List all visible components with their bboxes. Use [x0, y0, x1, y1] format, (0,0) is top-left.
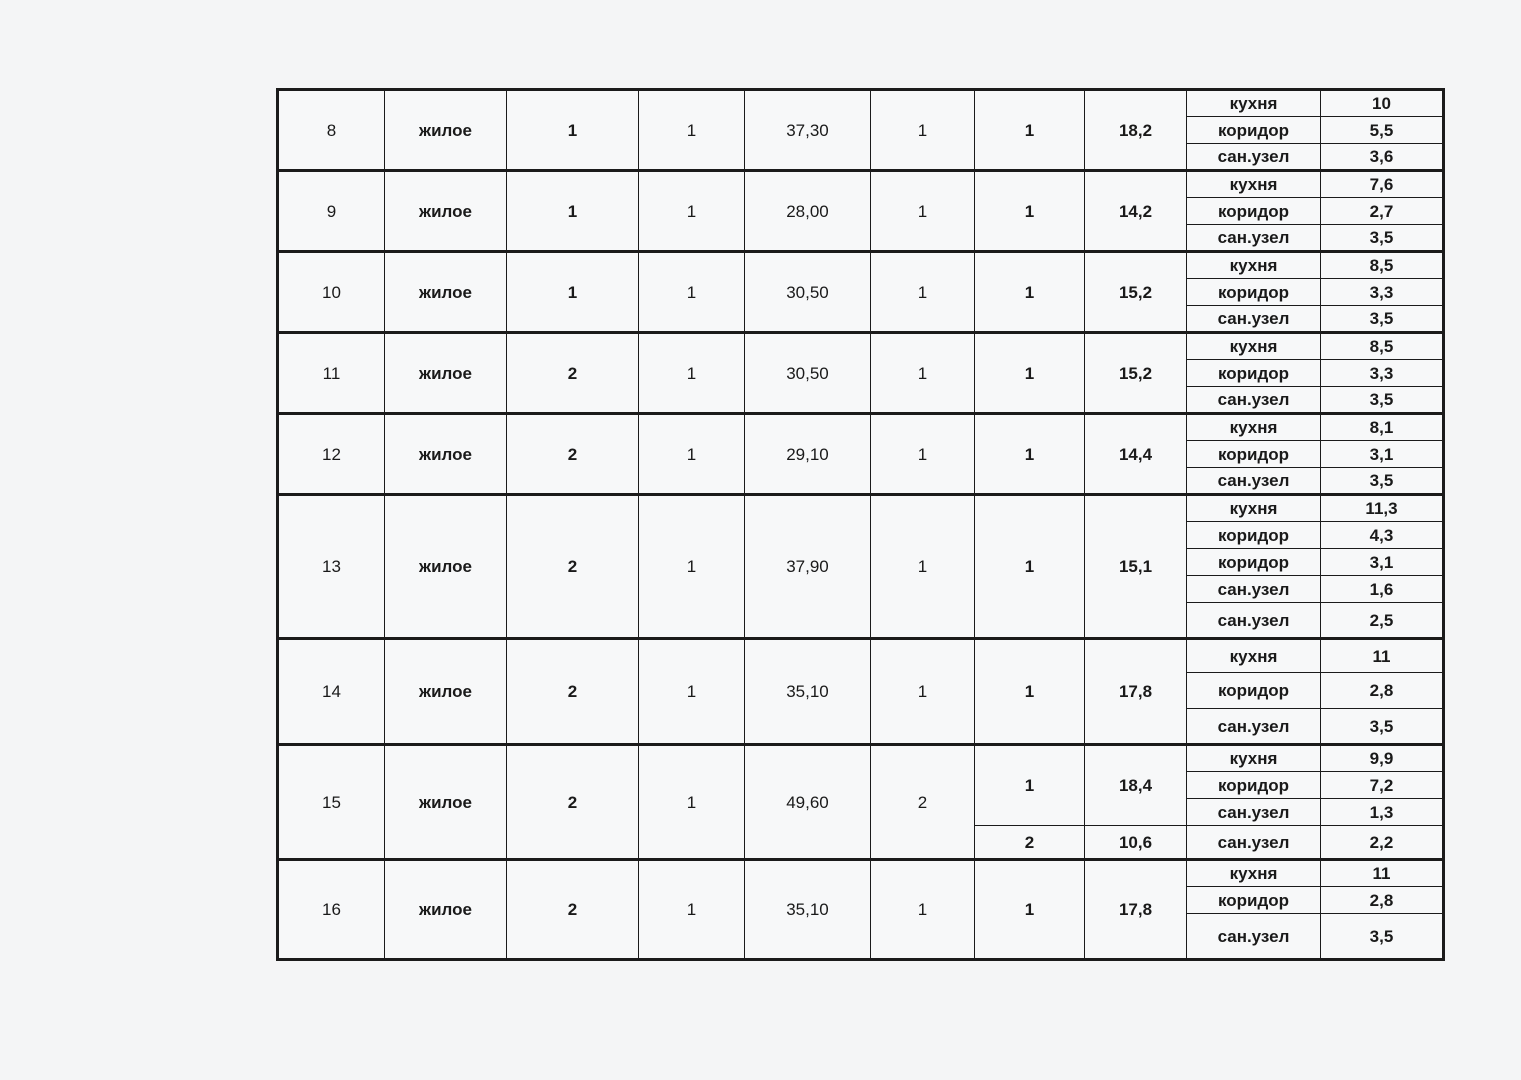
living-room-count: 1 — [871, 90, 975, 171]
living-room-area: 17,8 — [1085, 860, 1187, 960]
aux-room-area: 2,2 — [1321, 826, 1444, 860]
aux-room-name: коридор — [1187, 522, 1321, 549]
living-room-area: 14,2 — [1085, 171, 1187, 252]
table-row — [278, 252, 1444, 279]
aux-room-area: 10 — [1321, 90, 1444, 117]
aux-room-name: сан.узел — [1187, 799, 1321, 826]
room-count: 1 — [639, 252, 745, 333]
premise-type: жилое — [385, 90, 507, 171]
aux-room-area: 4,3 — [1321, 522, 1444, 549]
living-room-number: 1 — [975, 171, 1085, 252]
apartment-table — [276, 88, 1445, 961]
premise-type: жилое — [385, 252, 507, 333]
total-area: 35,10 — [745, 860, 871, 960]
floor: 1 — [507, 252, 639, 333]
table-row — [278, 171, 1444, 198]
aux-room-area: 8,5 — [1321, 333, 1444, 360]
living-room-count: 1 — [871, 171, 975, 252]
aux-room-area: 3,1 — [1321, 549, 1444, 576]
total-area: 35,10 — [745, 639, 871, 745]
floor: 1 — [507, 171, 639, 252]
living-room-area: 17,8 — [1085, 639, 1187, 745]
premise-type: жилое — [385, 745, 507, 860]
living-room-number: 1 — [975, 333, 1085, 414]
aux-room-name: кухня — [1187, 90, 1321, 117]
living-room-count: 2 — [871, 745, 975, 860]
apartment-number: 12 — [278, 414, 385, 495]
aux-room-area: 3,6 — [1321, 144, 1444, 171]
aux-room-name: сан.узел — [1187, 468, 1321, 495]
aux-room-name: коридор — [1187, 279, 1321, 306]
premise-type: жилое — [385, 639, 507, 745]
total-area: 30,50 — [745, 333, 871, 414]
premise-type: жилое — [385, 333, 507, 414]
room-count: 1 — [639, 495, 745, 639]
aux-room-name: кухня — [1187, 495, 1321, 522]
total-area: 29,10 — [745, 414, 871, 495]
living-room-count: 1 — [871, 495, 975, 639]
aux-room-area: 3,5 — [1321, 914, 1444, 960]
apartment-number: 15 — [278, 745, 385, 860]
aux-room-area: 2,8 — [1321, 673, 1444, 709]
living-room-area: 15,2 — [1085, 333, 1187, 414]
aux-room-name: кухня — [1187, 860, 1321, 887]
room-count: 1 — [639, 745, 745, 860]
aux-room-area: 3,3 — [1321, 360, 1444, 387]
aux-room-area: 9,9 — [1321, 745, 1444, 772]
living-room-count: 1 — [871, 860, 975, 960]
premise-type: жилое — [385, 495, 507, 639]
aux-room-name: коридор — [1187, 360, 1321, 387]
apartment-number: 13 — [278, 495, 385, 639]
aux-room-name: сан.узел — [1187, 914, 1321, 960]
floor: 1 — [507, 90, 639, 171]
aux-room-area: 11 — [1321, 639, 1444, 673]
aux-room-area: 1,3 — [1321, 799, 1444, 826]
apartment-number: 9 — [278, 171, 385, 252]
aux-room-area: 3,3 — [1321, 279, 1444, 306]
aux-room-area: 7,2 — [1321, 772, 1444, 799]
premise-type: жилое — [385, 414, 507, 495]
floor: 2 — [507, 639, 639, 745]
aux-room-name: кухня — [1187, 745, 1321, 772]
living-room-count: 1 — [871, 252, 975, 333]
aux-room-area: 3,5 — [1321, 709, 1444, 745]
floor: 2 — [507, 860, 639, 960]
aux-room-name: кухня — [1187, 252, 1321, 279]
total-area: 30,50 — [745, 252, 871, 333]
aux-room-area: 3,5 — [1321, 468, 1444, 495]
room-count: 1 — [639, 860, 745, 960]
aux-room-name: сан.узел — [1187, 144, 1321, 171]
living-room-area: 10,6 — [1085, 826, 1187, 860]
table-row — [278, 745, 1444, 772]
total-area: 37,30 — [745, 90, 871, 171]
aux-room-name: коридор — [1187, 117, 1321, 144]
aux-room-area: 8,5 — [1321, 252, 1444, 279]
floor: 2 — [507, 495, 639, 639]
living-room-count: 1 — [871, 333, 975, 414]
aux-room-name: кухня — [1187, 639, 1321, 673]
living-room-number: 1 — [975, 745, 1085, 826]
living-room-number: 1 — [975, 90, 1085, 171]
table-row — [278, 860, 1444, 887]
room-count: 1 — [639, 639, 745, 745]
aux-room-name: кухня — [1187, 414, 1321, 441]
room-count: 1 — [639, 333, 745, 414]
living-room-area: 15,2 — [1085, 252, 1187, 333]
aux-room-area: 1,6 — [1321, 576, 1444, 603]
table-row — [278, 639, 1444, 673]
living-room-area: 18,2 — [1085, 90, 1187, 171]
aux-room-name: сан.узел — [1187, 306, 1321, 333]
total-area: 37,90 — [745, 495, 871, 639]
table-row — [278, 414, 1444, 441]
aux-room-name: коридор — [1187, 441, 1321, 468]
total-area: 49,60 — [745, 745, 871, 860]
living-room-number: 1 — [975, 860, 1085, 960]
aux-room-name: сан.узел — [1187, 826, 1321, 860]
aux-room-name: коридор — [1187, 673, 1321, 709]
living-room-area: 15,1 — [1085, 495, 1187, 639]
aux-room-name: сан.узел — [1187, 709, 1321, 745]
aux-room-name: кухня — [1187, 171, 1321, 198]
living-room-count: 1 — [871, 414, 975, 495]
aux-room-name: сан.узел — [1187, 387, 1321, 414]
aux-room-name: сан.узел — [1187, 225, 1321, 252]
room-count: 1 — [639, 414, 745, 495]
aux-room-name: коридор — [1187, 887, 1321, 914]
living-room-number: 1 — [975, 252, 1085, 333]
aux-room-area: 3,5 — [1321, 387, 1444, 414]
aux-room-name: коридор — [1187, 549, 1321, 576]
aux-room-name: коридор — [1187, 198, 1321, 225]
apartment-number: 14 — [278, 639, 385, 745]
aux-room-area: 2,7 — [1321, 198, 1444, 225]
table-row — [278, 90, 1444, 117]
aux-room-area: 2,8 — [1321, 887, 1444, 914]
table-row — [278, 495, 1444, 522]
total-area: 28,00 — [745, 171, 871, 252]
aux-room-area: 11,3 — [1321, 495, 1444, 522]
room-count: 1 — [639, 90, 745, 171]
aux-room-name: сан.узел — [1187, 603, 1321, 639]
living-room-number: 1 — [975, 639, 1085, 745]
aux-room-area: 3,5 — [1321, 225, 1444, 252]
aux-room-area: 7,6 — [1321, 171, 1444, 198]
living-room-number: 2 — [975, 826, 1085, 860]
floor: 2 — [507, 333, 639, 414]
living-room-count: 1 — [871, 639, 975, 745]
premise-type: жилое — [385, 171, 507, 252]
aux-room-area: 3,1 — [1321, 441, 1444, 468]
living-room-area: 18,4 — [1085, 745, 1187, 826]
apartment-number: 8 — [278, 90, 385, 171]
aux-room-name: коридор — [1187, 772, 1321, 799]
aux-room-name: кухня — [1187, 333, 1321, 360]
floor: 2 — [507, 745, 639, 860]
aux-room-name: сан.узел — [1187, 576, 1321, 603]
premise-type: жилое — [385, 860, 507, 960]
apartment-number: 11 — [278, 333, 385, 414]
room-count: 1 — [639, 171, 745, 252]
aux-room-area: 11 — [1321, 860, 1444, 887]
table-row — [278, 333, 1444, 360]
aux-room-area: 8,1 — [1321, 414, 1444, 441]
apartment-number: 16 — [278, 860, 385, 960]
living-room-number: 1 — [975, 414, 1085, 495]
apartment-number: 10 — [278, 252, 385, 333]
floor: 2 — [507, 414, 639, 495]
living-room-area: 14,4 — [1085, 414, 1187, 495]
aux-room-area: 5,5 — [1321, 117, 1444, 144]
living-room-number: 1 — [975, 495, 1085, 639]
aux-room-area: 2,5 — [1321, 603, 1444, 639]
aux-room-area: 3,5 — [1321, 306, 1444, 333]
